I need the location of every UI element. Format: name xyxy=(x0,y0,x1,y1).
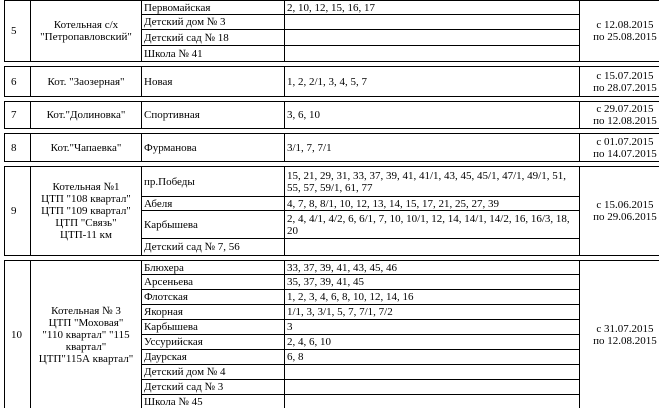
street-cell: Детский дом № 4 xyxy=(142,365,285,380)
period-from: с 31.07.2015 xyxy=(596,323,654,335)
street-cell: Флотская xyxy=(142,290,285,305)
houses-cell xyxy=(285,239,580,256)
street-cell: Абеля xyxy=(142,197,285,211)
period-cell xyxy=(580,167,659,256)
period-to: по 29.06.2015 xyxy=(593,211,657,223)
row-number: 5 xyxy=(5,1,31,62)
street-cell: Спортивная xyxy=(142,102,285,129)
row-number: 6 xyxy=(5,67,31,97)
street-cell: Первомайская xyxy=(142,1,285,15)
street-cell: Школа № 41 xyxy=(142,46,285,62)
period-from: с 01.07.2015 xyxy=(596,135,654,148)
boiler-line: "110 квартал" "115 xyxy=(42,329,130,341)
boiler-line: ЦТП "Моховая" xyxy=(48,317,124,329)
houses-cell: 4, 7, 8, 8/1, 10, 12, 13, 14, 15, 17, 21, 25, 27, 39 xyxy=(285,197,580,211)
street-cell: Даурская xyxy=(142,350,285,365)
period-cell xyxy=(580,67,659,97)
boiler-line: ЦТП "109 квартал" xyxy=(41,205,131,217)
period-to: по 25.08.2015 xyxy=(593,31,657,43)
row-number: 9 xyxy=(5,167,31,256)
boiler-name: Котельная с/х "Петропавловский" xyxy=(31,1,142,62)
boiler-line: ЦТП-11 км xyxy=(60,229,112,241)
houses-cell: 35, 37, 39, 41, 45 xyxy=(285,275,580,290)
houses-cell xyxy=(285,15,580,30)
houses-cell: 3 xyxy=(285,320,580,335)
boiler-name xyxy=(31,167,142,256)
period-to: по 12.08.2015 xyxy=(593,115,657,127)
street-cell: Фурманова xyxy=(142,134,285,162)
period-from: с 29.07.2015 xyxy=(596,103,654,115)
period-cell xyxy=(580,1,659,62)
period-cell xyxy=(580,102,659,129)
period-to: по 28.07.2015 xyxy=(593,81,657,94)
table-row xyxy=(5,102,659,129)
houses-cell: 2, 10, 12, 15, 16, 17 xyxy=(285,1,580,15)
street-cell: Карбышева xyxy=(142,320,285,335)
period-to: по 12.08.2015 xyxy=(593,335,657,347)
boiler-line: ЦТП "108 квартал" xyxy=(41,193,131,205)
houses-cell xyxy=(285,380,580,395)
period-from: с 15.07.2015 xyxy=(596,69,654,82)
houses-cell xyxy=(285,46,580,62)
boiler-name: Кот."Чапаевка" xyxy=(31,134,142,162)
boiler-name: Кот. "Заозерная" xyxy=(31,67,142,97)
boiler-line: квартал" xyxy=(65,341,107,353)
period-cell xyxy=(580,134,659,162)
period-to: по 14.07.2015 xyxy=(593,147,657,160)
street-cell: Детский сад № 7, 56 xyxy=(142,239,285,256)
table-row xyxy=(5,167,659,197)
boiler-line: ЦТП "Связь" xyxy=(55,217,117,229)
period-cell xyxy=(580,261,659,408)
houses-cell: 6, 8 xyxy=(285,350,580,365)
table-row xyxy=(5,1,659,15)
table-row xyxy=(5,67,659,97)
houses-cell: 1, 2, 3, 4, 6, 8, 10, 12, 14, 16 xyxy=(285,290,580,305)
houses-cell xyxy=(285,30,580,46)
houses-cell xyxy=(285,365,580,380)
street-cell: Арсеньева xyxy=(142,275,285,290)
table-row xyxy=(5,261,659,275)
houses-cell: 3, 6, 10 xyxy=(285,102,580,129)
street-cell: пр.Победы xyxy=(142,167,285,197)
boiler-line: ЦТП"115А квартал" xyxy=(38,353,134,365)
street-cell: Детский сад № 3 xyxy=(142,380,285,395)
houses-cell: 33, 37, 39, 41, 43, 45, 46 xyxy=(285,261,580,275)
row-number: 7 xyxy=(5,102,31,129)
boiler-name: Кот."Долиновка" xyxy=(31,102,142,129)
row-number: 10 xyxy=(5,261,31,408)
street-cell: Уссурийская xyxy=(142,335,285,350)
boiler-line: Котельная №1 xyxy=(52,181,120,193)
boiler-name xyxy=(31,261,142,408)
houses-cell: 3/1, 7, 7/1 xyxy=(285,134,580,162)
houses-cell: 2, 4, 6, 10 xyxy=(285,335,580,350)
houses-cell: 1, 2, 2/1, 3, 4, 5, 7 xyxy=(285,67,580,97)
houses-cell xyxy=(285,395,580,408)
street-cell: Школа № 45 xyxy=(142,395,285,408)
heating-shutdown-table xyxy=(4,0,659,408)
street-cell: Якорная xyxy=(142,305,285,320)
houses-cell: 1/1, 3, 3/1, 5, 7, 7/1, 7/2 xyxy=(285,305,580,320)
street-cell: Детский дом № 3 xyxy=(142,15,285,30)
street-cell: Детский сад № 18 xyxy=(142,30,285,46)
street-cell: Блюхера xyxy=(142,261,285,275)
street-cell: Карбышева xyxy=(142,211,285,239)
street-cell: Новая xyxy=(142,67,285,97)
table-row xyxy=(5,134,659,162)
boiler-line: Котельная № 3 xyxy=(51,305,121,317)
period-from: с 15.06.2015 xyxy=(596,199,654,211)
period-from: с 12.08.2015 xyxy=(596,19,654,31)
row-number: 8 xyxy=(5,134,31,162)
houses-cell: 15, 21, 29, 31, 33, 37, 39, 41, 41/1, 43, 45, 45/1, 47/1, 49/1, 51, 55, 57, 59/1, 61, 77 xyxy=(285,167,580,197)
houses-cell: 2, 4, 4/1, 4/2, 6, 6/1, 7, 10, 10/1, 12, 14, 14/1, 14/2, 16, 16/3, 18, 20 xyxy=(285,211,580,239)
